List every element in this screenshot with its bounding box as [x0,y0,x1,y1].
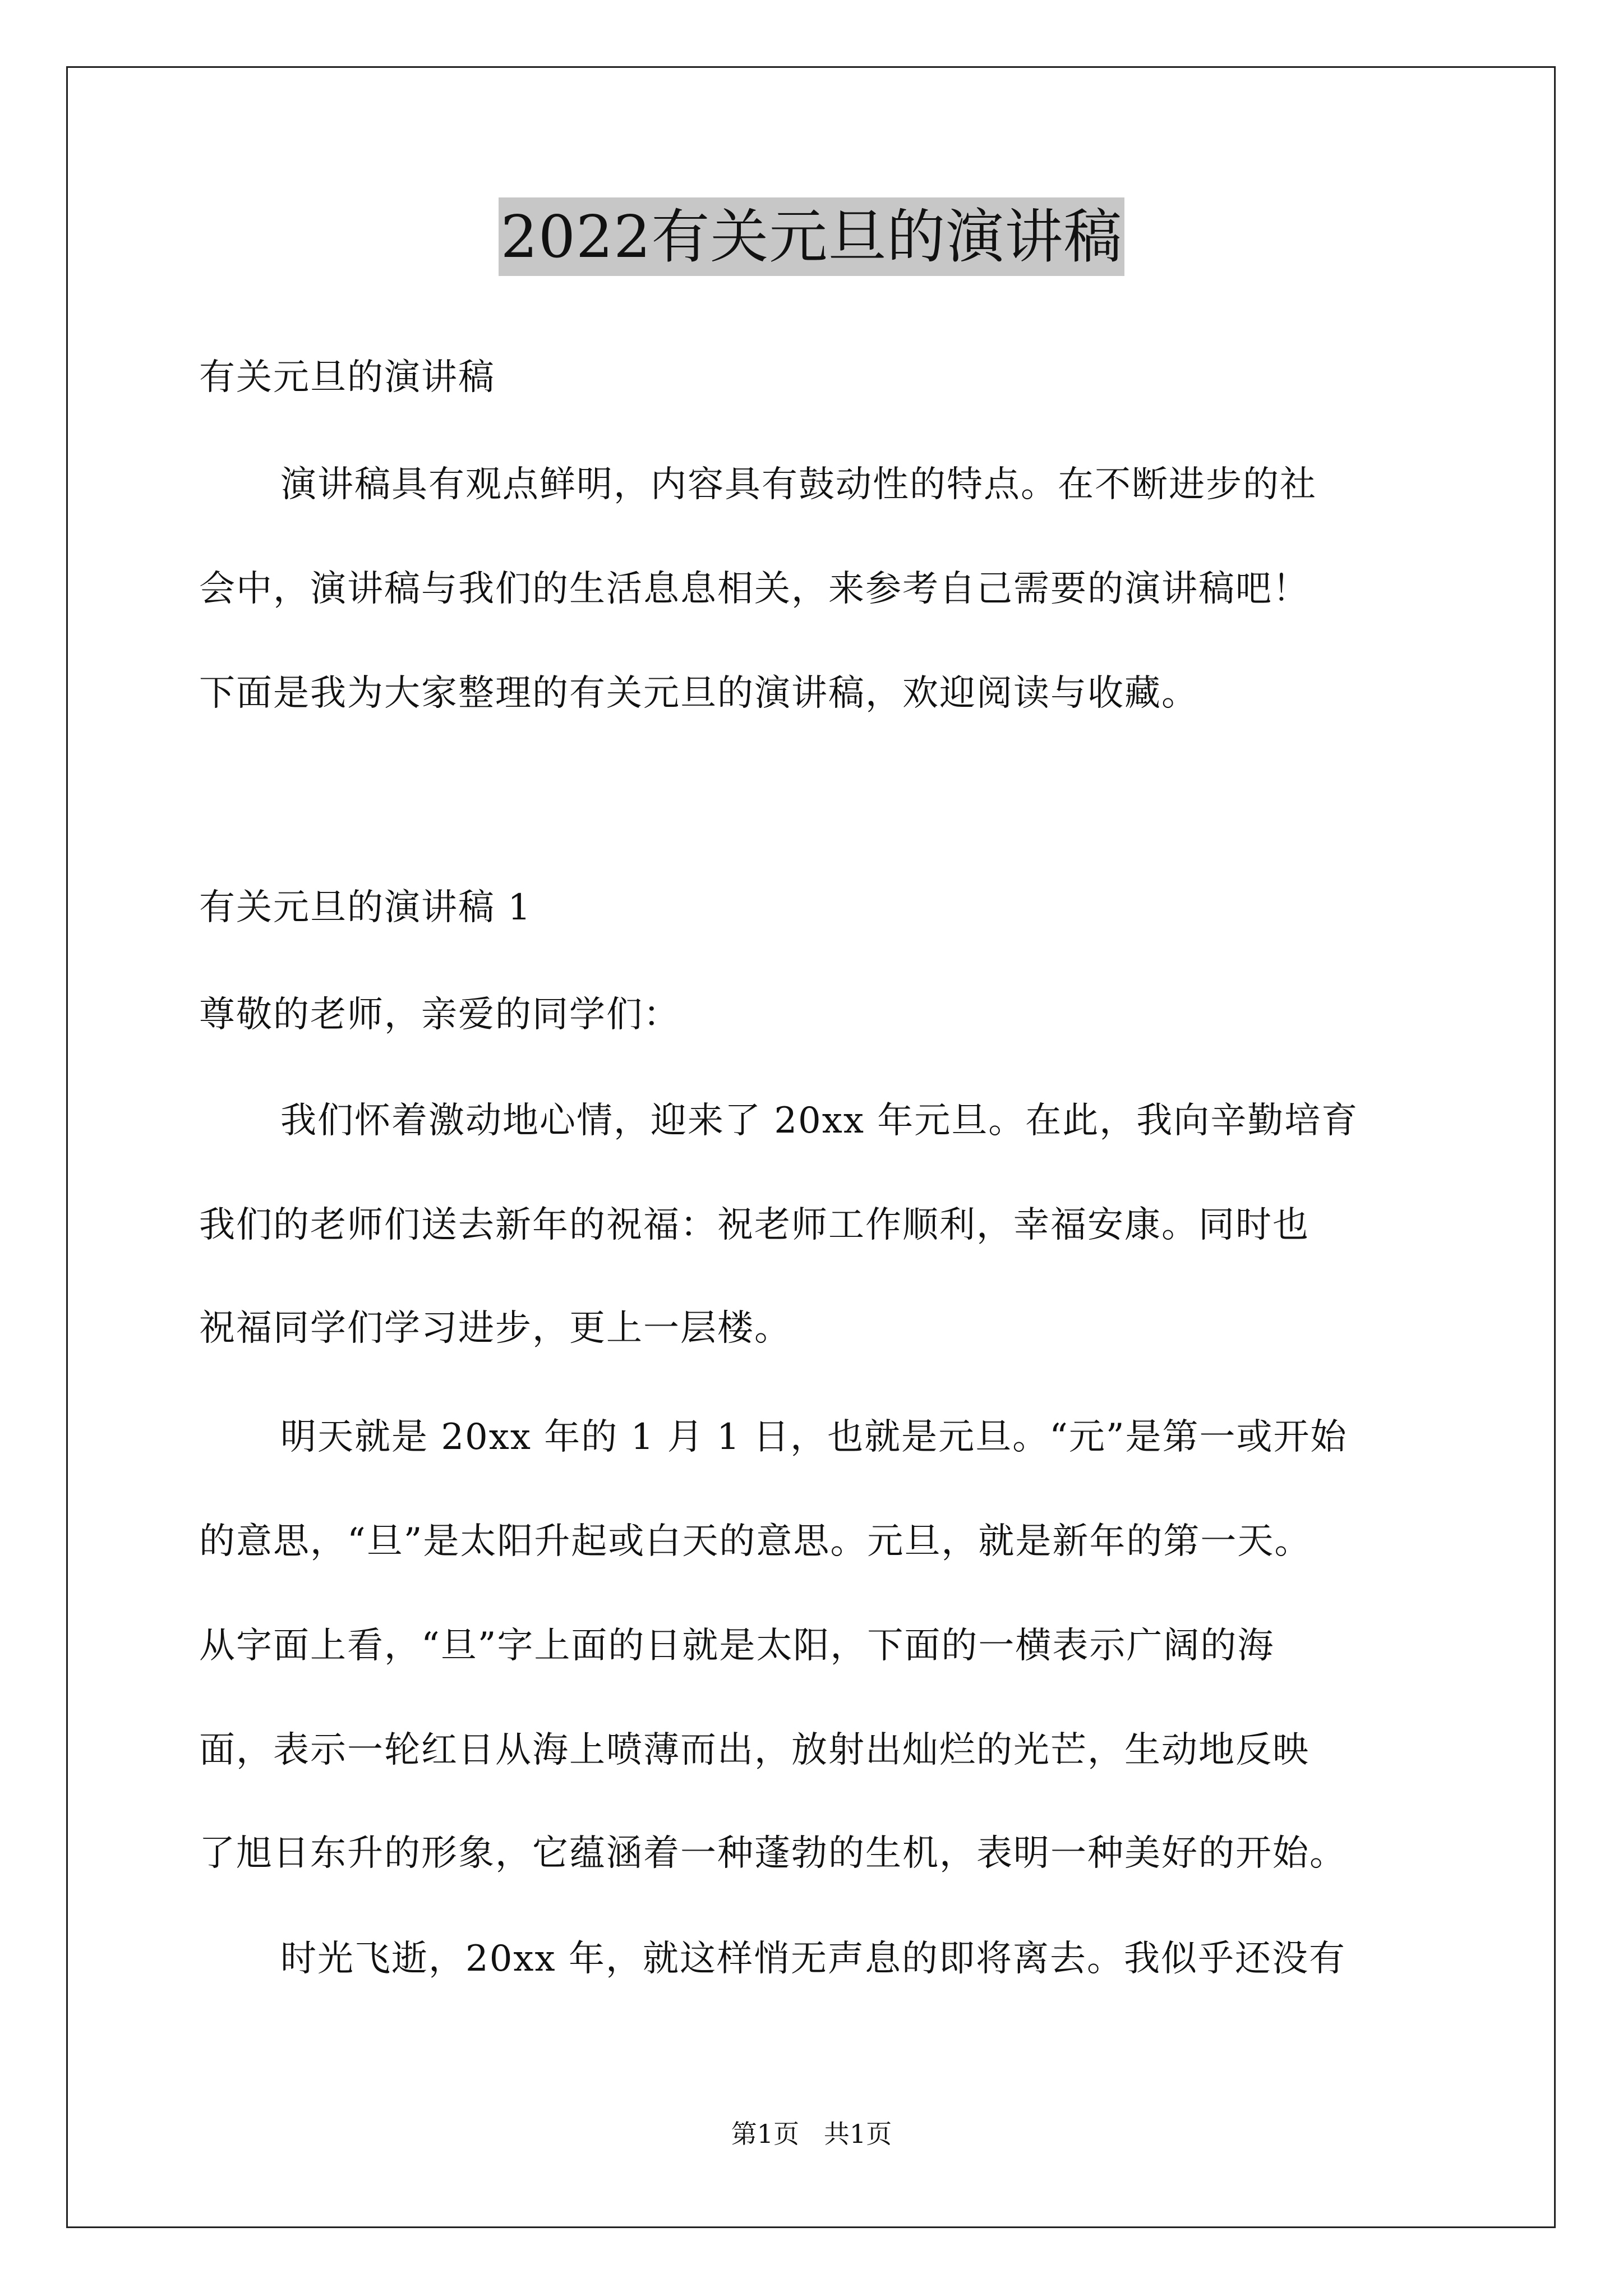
body-line-2: 我们的老师们送去新年的祝福：祝老师工作顺利，幸福安康。同时也 [199,1204,1310,1246]
body-line-1: 我们怀着激动地心情，迎来了 20xx 年元旦。在此，我向辛勤培育 [280,1100,1359,1142]
salutation: 尊敬的老师，亲爱的同学们： [199,994,680,1036]
body-line-9: 时光飞逝，20xx 年，就这样悄无声息的即将离去。我似乎还没有 [280,1938,1346,1980]
body-line-7: 面，表示一轮红日从海上喷薄而出，放射出灿烂的光芒，生动地反映 [199,1729,1310,1771]
document-title-wrapper [0,197,1623,276]
body-line-3: 祝福同学们学习进步，更上一层楼。 [199,1308,791,1349]
intro-line-2: 会中，演讲稿与我们的生活息息相关，来参考自己需要的演讲稿吧！ [199,568,1310,610]
body-line-6: 从字面上看，“旦”字上面的日就是太阳，下面的一横表示广阔的海 [199,1625,1275,1667]
body-line-5: 的意思，“旦”是太阳升起或白天的意思。元旦，就是新年的第一天。 [199,1521,1312,1562]
body-line-8: 了旭日东升的形象，它蕴涵着一种蓬勃的生机，表明一种美好的开始。 [199,1833,1347,1874]
body-line-4: 明天就是 20xx 年的 1 月 1 日，也就是元旦。“元”是第一或开始 [280,1416,1348,1458]
document-title: 2022有关元旦的演讲稿 [499,197,1125,276]
section-heading: 有关元旦的演讲稿 1 [199,887,532,928]
page-number: 第1页 共1页 [731,2119,892,2149]
intro-line-3: 下面是我为大家整理的有关元旦的演讲稿，欢迎阅读与收藏。 [199,673,1198,714]
intro-line-1: 演讲稿具有观点鲜明，内容具有鼓动性的特点。在不断进步的社 [280,464,1317,505]
document-subtitle: 有关元旦的演讲稿 [199,357,495,398]
